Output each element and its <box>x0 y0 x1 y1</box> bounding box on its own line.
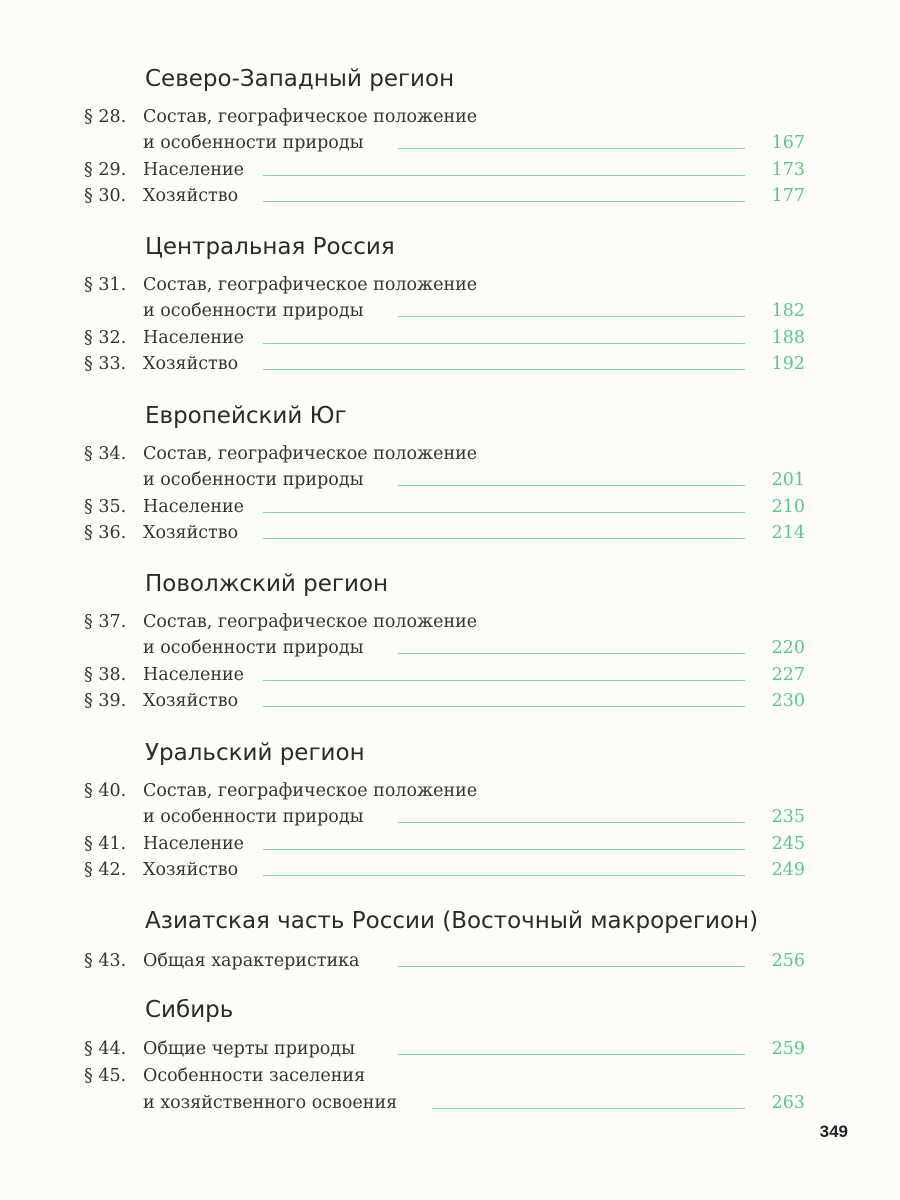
dot-leader <box>398 148 745 149</box>
entry-title-line1: Особенности заселения <box>143 1066 366 1086</box>
toc-entry-42[interactable] <box>0 860 900 887</box>
paragraph-number: § 31. <box>84 275 127 295</box>
entry-title: Население <box>143 665 245 685</box>
paragraph-number: § 38. <box>84 665 127 685</box>
entry-title: Хозяйство <box>143 691 239 711</box>
toc-entry-45-cont[interactable] <box>0 1093 900 1120</box>
dot-leader <box>398 316 745 317</box>
toc-entry-33[interactable] <box>0 354 900 381</box>
section-title: Европейский Юг <box>145 403 347 429</box>
page-number: 227 <box>771 665 805 685</box>
entry-title-line2: и особенности природы <box>143 301 364 321</box>
entry-title: Общие черты природы <box>143 1039 356 1059</box>
toc-entry-43[interactable] <box>0 951 900 978</box>
toc-entry-30[interactable] <box>0 186 900 213</box>
paragraph-number: § 34. <box>84 444 127 464</box>
entry-title-line1: Состав, географическое положение <box>143 275 478 295</box>
entry-title: Хозяйство <box>143 860 239 880</box>
paragraph-number: § 43. <box>84 951 127 971</box>
dot-leader <box>398 485 745 486</box>
entry-title-line1: Состав, географическое положение <box>143 612 478 632</box>
toc-entry-40[interactable] <box>0 781 900 808</box>
paragraph-number: § 32. <box>84 328 127 348</box>
page-number: 256 <box>771 951 805 971</box>
dot-leader <box>398 1054 745 1055</box>
dot-leader <box>263 680 745 681</box>
toc-entry-34[interactable] <box>0 444 900 471</box>
paragraph-number: § 39. <box>84 691 127 711</box>
page-number: 210 <box>771 497 805 517</box>
page-number: 177 <box>771 186 805 206</box>
entry-title: Население <box>143 160 245 180</box>
page-number: 263 <box>771 1093 805 1113</box>
paragraph-number: § 33. <box>84 354 127 374</box>
entry-title-line1: Состав, географическое положение <box>143 781 478 801</box>
toc-entry-41[interactable] <box>0 834 900 861</box>
entry-title-line1: Состав, географическое положение <box>143 444 478 464</box>
section-title: Центральная Россия <box>145 234 395 260</box>
entry-title-line2: и хозяйственного освоения <box>143 1093 398 1113</box>
page-folio-number: 349 <box>819 1122 848 1141</box>
dot-leader <box>263 538 745 539</box>
toc-entry-44[interactable] <box>0 1039 900 1066</box>
section-title: Азиатская часть России (Восточный макрорегион) <box>145 908 759 934</box>
page-number: 220 <box>771 638 805 658</box>
toc-entry-36[interactable] <box>0 523 900 550</box>
paragraph-number: § 37. <box>84 612 127 632</box>
page-number: 235 <box>771 807 805 827</box>
page-number: 230 <box>771 691 805 711</box>
dot-leader <box>263 201 745 202</box>
toc-entry-31-cont[interactable] <box>0 301 900 328</box>
section-title: Уральский регион <box>145 740 365 766</box>
dot-leader <box>263 512 745 513</box>
dot-leader <box>263 369 745 370</box>
toc-entry-40-cont[interactable] <box>0 807 900 834</box>
dot-leader <box>398 966 745 967</box>
paragraph-number: § 29. <box>84 160 127 180</box>
page-number: 259 <box>771 1039 805 1059</box>
entry-title-line2: и особенности природы <box>143 807 364 827</box>
entry-title-line1: Состав, географическое положение <box>143 107 478 127</box>
toc-entry-45[interactable] <box>0 1066 900 1093</box>
dot-leader <box>263 343 745 344</box>
paragraph-number: § 35. <box>84 497 127 517</box>
dot-leader <box>398 822 745 823</box>
dot-leader <box>263 706 745 707</box>
dot-leader <box>263 875 745 876</box>
paragraph-number: § 40. <box>84 781 127 801</box>
entry-title: Общая характеристика <box>143 951 360 971</box>
dot-leader <box>263 849 745 850</box>
dot-leader <box>398 653 745 654</box>
paragraph-number: § 42. <box>84 860 127 880</box>
paragraph-number: § 36. <box>84 523 127 543</box>
page-number: 173 <box>771 160 805 180</box>
entry-title-line2: и особенности природы <box>143 638 364 658</box>
toc-entry-28-cont[interactable] <box>0 133 900 160</box>
toc-entry-38[interactable] <box>0 665 900 692</box>
paragraph-number: § 30. <box>84 186 127 206</box>
toc-entry-39[interactable] <box>0 691 900 718</box>
dot-leader <box>263 175 745 176</box>
section-title: Поволжский регион <box>145 571 389 597</box>
page-number: 182 <box>771 301 805 321</box>
section-title: Северо-Западный регион <box>145 66 455 92</box>
dot-leader <box>432 1108 745 1109</box>
toc-entry-32[interactable] <box>0 328 900 355</box>
toc-entry-37[interactable] <box>0 612 900 639</box>
entry-title: Хозяйство <box>143 523 239 543</box>
entry-title: Хозяйство <box>143 354 239 374</box>
entry-title: Население <box>143 497 245 517</box>
toc-entry-35[interactable] <box>0 497 900 524</box>
toc-entry-31[interactable] <box>0 275 900 302</box>
page-number: 167 <box>771 133 805 153</box>
page-number: 188 <box>771 328 805 348</box>
section-title: Сибирь <box>145 997 234 1023</box>
toc-entry-34-cont[interactable] <box>0 470 900 497</box>
page-number: 245 <box>771 834 805 854</box>
paragraph-number: § 28. <box>84 107 127 127</box>
entry-title-line2: и особенности природы <box>143 470 364 490</box>
paragraph-number: § 44. <box>84 1039 127 1059</box>
paragraph-number: § 45. <box>84 1066 127 1086</box>
entry-title: Население <box>143 328 245 348</box>
toc-entry-28[interactable] <box>0 107 900 134</box>
page-number: 192 <box>771 354 805 374</box>
paragraph-number: § 41. <box>84 834 127 854</box>
entry-title-line2: и особенности природы <box>143 133 364 153</box>
entry-title: Хозяйство <box>143 186 239 206</box>
toc-entry-37-cont[interactable] <box>0 638 900 665</box>
toc-entry-29[interactable] <box>0 160 900 187</box>
page-number: 249 <box>771 860 805 880</box>
page-number: 201 <box>771 470 805 490</box>
page-number: 214 <box>771 523 805 543</box>
entry-title: Население <box>143 834 245 854</box>
